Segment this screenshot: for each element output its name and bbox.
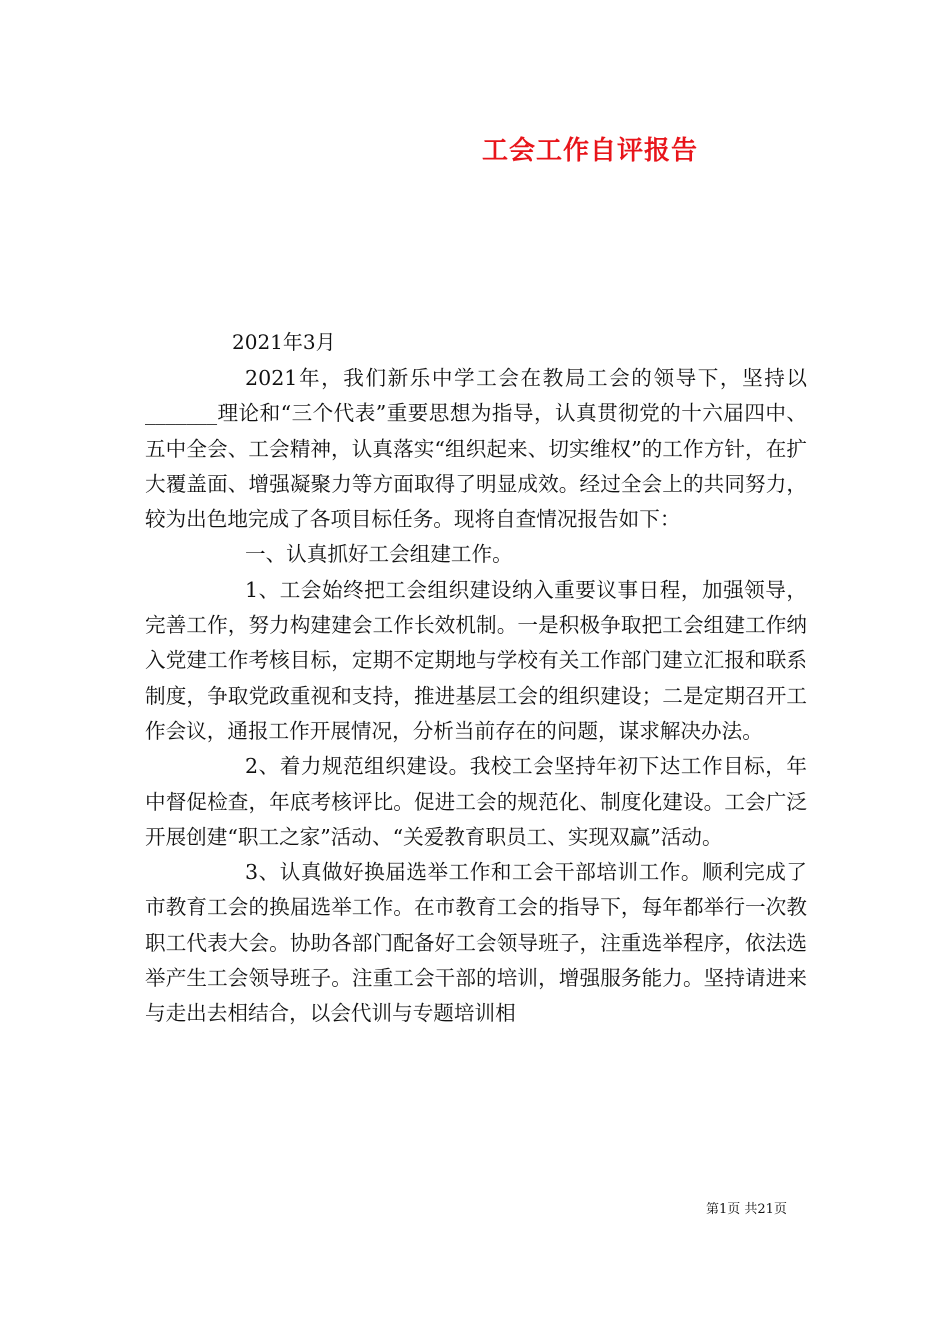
- page-title: 工会工作自评报告: [481, 136, 698, 166]
- section-heading: 一、认真抓好工会组建工作。: [245, 542, 513, 567]
- page-number: 第1页 共21页: [706, 1202, 787, 1217]
- paragraph-item-2: 2、着力规范组织建设。我校工会坚持年初下达工作目标，年中督促检查，年底考核评比。促进工会的规范化、制度化建设。工会广泛开展创建“职工之家”活动、“关爱教育职员工、实现双赢”活动。: [145, 754, 807, 849]
- document-date: 2021年3月: [232, 330, 336, 354]
- document-body: [145, 361, 807, 1032]
- paragraph-intro: 2021年，我们新乐中学工会在教局工会的领导下，坚持以_______理论和“三个代表”重要思想为指导，认真贯彻党的十六届四中、五中全会、工会精神，认真落实“组织起来、切实维权”的工作方针，在扩大覆盖面、增强凝聚力等方面取得了明显成效。经过全会上的共同努力，较为出色地完成了各项目标任务。现将自查情况报告如下：: [145, 366, 807, 532]
- paragraph-item-1: 1、工会始终把工会组织建设纳入重要议事日程，加强领导，完善工作，努力构建建会工作长效机制。一是积极争取把工会组建工作纳入党建工作考核目标，定期不定期地与学校有关工作部门建立汇报和联系制度，争取党政重视和支持，推进基层工会的组织建设；二是定期召开工作会议，通报工作开展情况，分析当前存在的问题，谋求解决办法。: [145, 577, 807, 743]
- paragraph-item-3: 3、认真做好换届选举工作和工会干部培训工作。顺利完成了市教育工会的换届选举工作。在市教育工会的指导下，每年都举行一次教职工代表大会。协助各部门配备好工会领导班子，注重选举程序，依法选举产生工会领导班子。注重工会干部的培训，增强服务能力。坚持请进来与走出去相结合，以会代训与专题培训相: [145, 860, 807, 1026]
